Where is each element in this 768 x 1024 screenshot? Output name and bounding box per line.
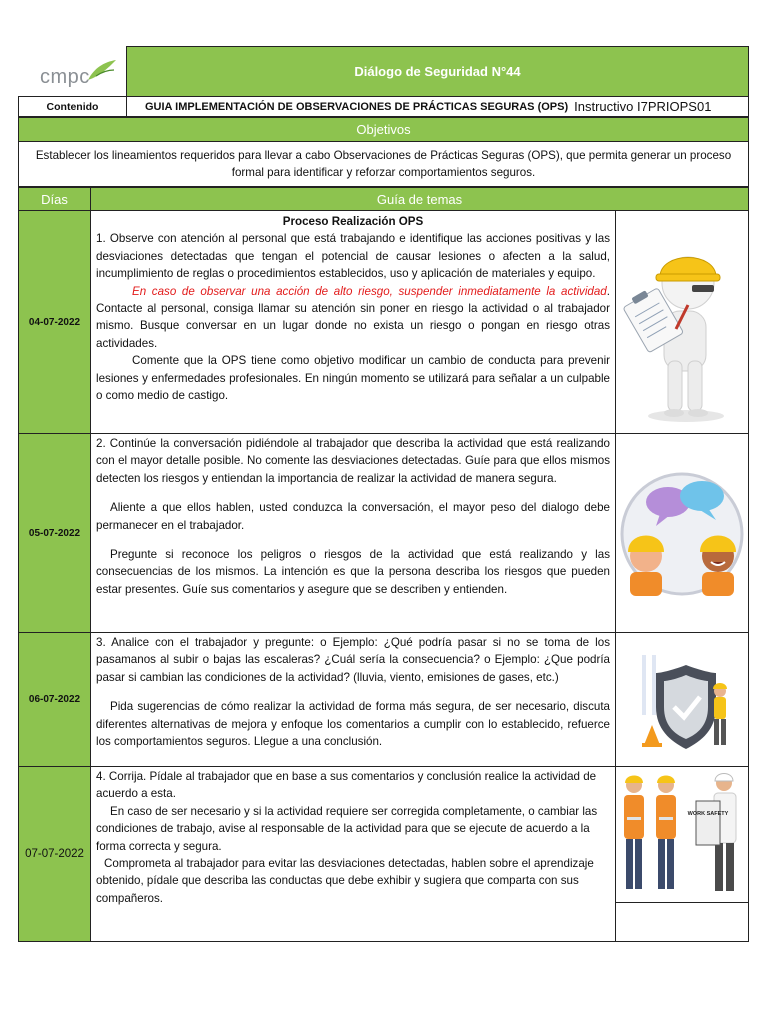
objectives-text — [18, 141, 749, 187]
objectives-heading-text: Objetivos — [356, 122, 411, 137]
step-paragraph: 3. Analice con el trabajador y pregunte: o Ejemplo: ¿Qué podría pasar si no se toma de los pasamanos al subir o bajas las escaleras? ¿Cuál sería la consecuencia? o Ejemplo: ¿Que podría pasar si cambian las condiciones de la actividad? (lluvia, viento, emisiones de gases, etc.) — [96, 636, 610, 684]
date-text: 06-07-2022 — [28, 694, 81, 705]
step-paragraph: 2. Continúe la conversación pidiéndole al trabajador que describa la actividad que está realizando con el mayor detalle posible. No comente las desviaciones detectadas. Guíe para que ellos mismos detecten los riesgos y entiendan la importancia de realizar la actividad de manera segura. — [96, 437, 610, 485]
topic-cell — [90, 433, 616, 633]
date-text: 05-07-2022 — [28, 527, 81, 539]
cmpc-logo — [18, 46, 126, 96]
safety-shield-illustration — [616, 633, 748, 766]
content-label-text: Contenido — [46, 100, 99, 113]
section-title: Proceso Realización OPS — [282, 215, 424, 228]
step-paragraph: Comente que la OPS tiene como objetivo modificar un cambio de conducta para prevenir lesiones y enfermedades profesionales. En ningún momento se utilizará para señalar a un culpable o como medio de castigo. — [96, 354, 610, 403]
step-paragraph: Pida sugerencias de cómo realizar la actividad de forma más segura, de ser necesario, discuta diferentes alternativas de mejora y enfoque los comentarios a cumplir con lo establecido, refuerce los comportamientos seguros. Llegue a una conclusión. — [96, 700, 610, 749]
image-cell — [615, 210, 749, 434]
image-cell — [615, 766, 749, 903]
document-title — [126, 46, 749, 97]
step-paragraph: 1. Observe con atención al personal que está trabajando e identifique las acciones positivas y las desviaciones detectadas que tengan el potencial de causar lesiones o afecten a la salud, incumplimiento de reglas o procedimientos establecidos, uso y aplicación de materiales y equipo. — [96, 232, 610, 281]
workers-group-illustration — [616, 767, 748, 902]
content-label — [18, 96, 127, 117]
step-paragraph: 4. Corrija. Pídale al trabajador que en base a sus comentarios y conclusión realice la actividad de acuerdo a esta. — [96, 770, 597, 801]
step-paragraph: En caso de ser necesario y si la actividad requiere ser corregida completamente, o cambiar las condiciones de trabajo, avise al responsable de la actividad para que se ejecute de acuerdo a la forma correcta y segura. — [96, 804, 598, 853]
high-risk-warning: En caso de observar una acción de alto riesgo, suspender inmediatamente la actividad — [132, 284, 607, 298]
col-days-label: Días — [41, 191, 68, 207]
date-text: 04-07-2022 — [28, 316, 81, 328]
date-text: 07-07-2022 — [25, 848, 84, 860]
instructivo-code: Instructivo I7PRIOPS01 — [574, 99, 712, 114]
date-cell — [18, 433, 91, 633]
step-paragraph: Comprometa al trabajador para evitar las desviaciones detectadas, hablen sobre el aprendizaje obtenido, pídale que describa las conductas que debe exhibir y sugiera que comparta con sus compañeros. — [96, 857, 594, 905]
logo-text: cmpc — [40, 66, 90, 88]
document-title-text: Diálogo de Seguridad N°44 — [354, 64, 521, 79]
objectives-heading — [18, 117, 749, 142]
date-cell — [18, 210, 91, 434]
image-cell — [615, 433, 749, 633]
step-paragraph: Pregunte si reconoce los peligros o riesgos de la actividad que está realizando y las consecuencias de los mismos. La intención es que la persona describa los riesgos que pueden estar presentes. Guíe sus comentarios y asegure que se describen y entienden. — [96, 548, 610, 596]
topic-cell — [90, 766, 616, 942]
workers-dialogue-illustration — [616, 434, 748, 632]
step-paragraph: Aliente a que ellos hablen, usted conduzca la conversación, el mayor peso del dialogo debe permanecer en el trabajador. — [96, 501, 610, 532]
topic-cell — [90, 210, 616, 434]
content-value — [126, 96, 749, 117]
alert-paragraph-rest: . Contacte al personal, consiga llamar su atención sin poner en riesgo la actividad o al trabajador mismo. Busque conversar en un lugar donde no exista un riesgo o pongan en riesgo otras actividades. — [96, 284, 610, 350]
content-value-text: GUIA IMPLEMENTACIÓN DE OBSERVACIONES DE PRÁCTICAS SEGURAS (OPS) — [145, 100, 569, 113]
col-topics-header — [90, 187, 749, 211]
col-topics-label: Guía de temas — [376, 191, 463, 207]
safety-inspector-illustration — [616, 211, 748, 433]
image-cell — [615, 632, 749, 767]
date-cell — [18, 632, 91, 767]
topic-cell — [90, 632, 616, 767]
objectives-text-content: Establecer los lineamientos requeridos para llevar a cabo Observaciones de Prácticas Seguras (OPS), que permita generar un proceso formal para identificar y reforzar comportamientos seguros. — [35, 149, 732, 179]
col-days-header — [18, 187, 91, 211]
date-cell — [18, 766, 91, 942]
empty-cell — [615, 902, 749, 942]
alert-paragraph — [96, 283, 610, 353]
work-safety-sign: WORK SAFETY — [687, 811, 729, 817]
